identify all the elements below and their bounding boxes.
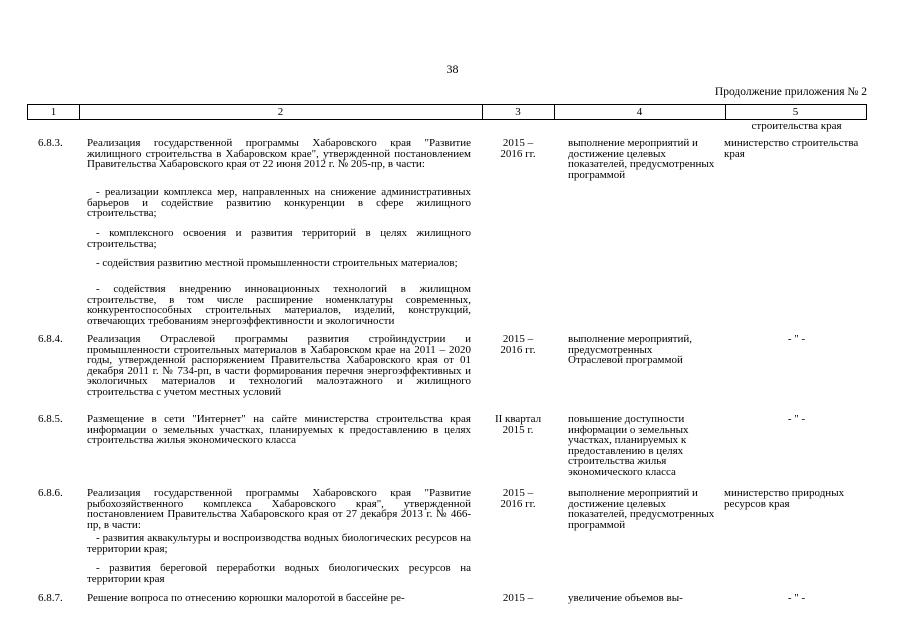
row-period: 2015 – <box>502 592 534 604</box>
row-period: 2015 – 2016 гг. <box>500 333 536 356</box>
row-item: - реализации комплекса мер, направленных на снижение административных барьеров и содействие развитию конкуренции в сфере жилищного строительства; <box>87 186 471 220</box>
row-result: повышение доступности информации о земельных участках, планируемых к предоставлению в целях строительства жилья экономического класса <box>568 413 689 478</box>
row-description: Реализация Отраслевой программы развития стройиндустрии и промышленности строительных материалов в Хабаровском крае на 2011 – 2020 годы, утвержденной распоряжением Правительства Хабаровского края от 01 декабря 2011 г. № 734-рп, в части формирования перечня энергоэффективных и экологичных материалов и технологий малоэтажного и жилищного строительства с учетом местных условий <box>87 333 471 398</box>
header-col-1: 1 <box>50 106 57 118</box>
row-responsible: министерство строительства края <box>724 137 859 160</box>
row-period: 2015 – 2016 гг. <box>500 487 536 510</box>
header-col-2: 2 <box>277 106 284 118</box>
row-item: - содействия развитию местной промышленности строительных материалов; <box>96 257 458 269</box>
row-item: - содействия внедрению инновационных технологий в жилищном строительстве, в том числе расширение номенклатуры современных, конкурентоспособных строительных материалов, изделий, конструкций, отвечающих требованиям энергоэффективности и экологичности <box>87 283 471 327</box>
continuation-label: Продолжение приложения № 2 <box>714 86 867 98</box>
carry-over-text: строительства края <box>751 120 842 132</box>
row-period: II квартал 2015 г. <box>494 413 542 436</box>
row-number: 6.8.4. <box>38 333 63 345</box>
header-col-5: 5 <box>792 106 799 118</box>
table-header <box>27 104 867 120</box>
header-col-3: 3 <box>515 106 521 118</box>
row-period: 2015 – 2016 гг. <box>500 137 536 160</box>
row-result: выполнение мероприятий, предусмотренных Отраслевой программой <box>568 333 692 367</box>
row-description: Решение вопроса по отнесению корюшки малоротой в бассейне ре- <box>87 592 405 604</box>
row-number: 6.8.7. <box>38 592 63 604</box>
row-item: - развития береговой переработки водных биологических ресурсов на территории края <box>87 562 471 585</box>
row-responsible: - " - <box>787 592 806 604</box>
row-result: выполнение мероприятий и достижение целевых показателей, предусмотренных программой <box>568 487 715 531</box>
row-responsible: - " - <box>787 333 806 345</box>
row-number: 6.8.5. <box>38 413 63 425</box>
row-responsible: - " - <box>787 413 806 425</box>
page-number: 38 <box>446 62 459 76</box>
row-item: - комплексного освоения и развития территорий в целях жилищного строительства; <box>87 227 471 250</box>
row-number: 6.8.6. <box>38 487 63 499</box>
row-description: Размещение в сети "Интернет" на сайте министерства строительства края информации о земельных участках, планируемых к предоставлению в целях строительства жилья экономического класса <box>87 413 471 447</box>
row-description: Реализация государственной программы Хабаровского края "Развитие жилищного строительства в Хабаровском крае", утвержденной постановлением Правительства Хабаровского края от 22 июня 2012 г. № 205-пр, в части: <box>87 137 471 171</box>
row-item: - развития аквакультуры и воспроизводства водных биологических ресурсов на территории края; <box>87 532 471 555</box>
row-description: Реализация государственной программы Хабаровского края "Развитие рыбохозяйственного комплекса Хабаровского края", утвержденной постановлением Правительства Хабаровского края от 27 декабря 2013 г. № 466-пр, в части: <box>87 487 471 531</box>
row-result: увеличение объемов вы- <box>568 592 683 604</box>
row-responsible: министерство природных ресурсов края <box>724 487 845 510</box>
row-result: выполнение мероприятий и достижение целевых показателей, предусмотренных программой <box>568 137 715 181</box>
row-number: 6.8.3. <box>38 137 63 149</box>
header-col-4: 4 <box>636 106 643 118</box>
